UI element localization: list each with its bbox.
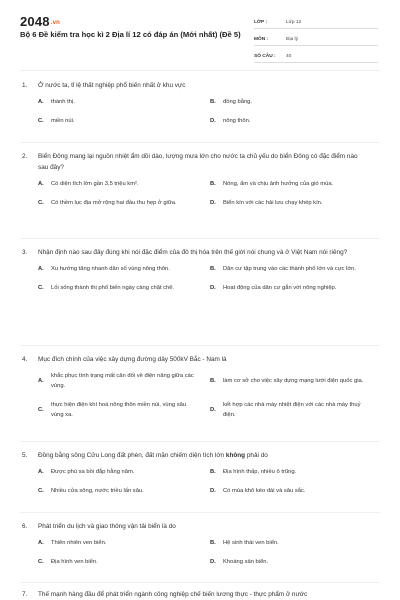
- option-a[interactable]: [38, 467, 210, 477]
- option-c[interactable]: [38, 486, 210, 496]
- option-c[interactable]: [38, 198, 210, 208]
- option-text: Nóng, ẩm và chịu ảnh hưởng của gió mùa.: [223, 181, 334, 187]
- meta-key: LỚP :: [254, 19, 268, 25]
- option-a[interactable]: [38, 179, 210, 189]
- question-number: 6.: [22, 523, 28, 530]
- option-text: Thiên nhiên ven biển.: [51, 540, 107, 546]
- option-text: Có mùa khô kéo dài và sâu sắc.: [223, 488, 306, 494]
- option-text: khắc phục tình trạng mất cân đối về điện năng giữa các vùng.: [51, 373, 194, 389]
- option-text: Hoạt động của dân cư gắn với nông nghiệp.: [223, 285, 337, 291]
- option-text: nông thôn.: [223, 118, 251, 124]
- question-stem: [22, 151, 382, 173]
- meta-value: 40: [286, 53, 292, 59]
- question-6: [22, 521, 382, 576]
- option-letter: D.: [210, 488, 216, 494]
- option-c[interactable]: [38, 116, 210, 126]
- option-a[interactable]: [38, 371, 210, 391]
- option-text: làm cơ sở cho việc xây dựng mạng lưới điện quốc gia.: [223, 378, 364, 384]
- option-text: Xu hướng tăng nhanh dân số vùng nông thôn.: [51, 266, 170, 272]
- option-letter: B.: [210, 469, 216, 475]
- option-letter: B.: [210, 540, 216, 546]
- option-letter: A.: [38, 181, 44, 187]
- question-text: Ở nước ta, tỉ lệ thất nghiệp phổ biến nhất ở khu vực: [38, 82, 186, 89]
- options: [22, 97, 382, 135]
- option-d[interactable]: [210, 557, 382, 567]
- question-number: 7.: [22, 591, 28, 598]
- option-text: Biển kín với các hải lưu chạy khép kín.: [223, 200, 323, 206]
- site-logo[interactable]: [20, 14, 60, 29]
- option-text: Có thềm lục địa mở rộng hai đầu thu hẹp ở giữa.: [51, 200, 177, 206]
- logo-text: 2048: [20, 14, 50, 29]
- page-title: Bộ 6 Đề kiểm tra học kì 2 Địa lí 12 có đáp án (Mới nhất) (Đề 5): [20, 30, 241, 39]
- question-separator: [20, 345, 380, 346]
- option-c[interactable]: [38, 283, 210, 293]
- option-letter: D.: [210, 285, 216, 291]
- logo-suffix: .vn: [50, 20, 61, 26]
- question-stem: [22, 247, 382, 258]
- question-number: 2.: [22, 153, 28, 160]
- question-stem: [22, 450, 382, 461]
- option-a[interactable]: [38, 264, 210, 274]
- exam-meta: [254, 16, 378, 67]
- question-separator: [20, 512, 380, 513]
- question-stem: [22, 80, 382, 91]
- options: [22, 371, 382, 429]
- question-text: Nhận định nào sau đây đúng khi nói đặc điểm của đô thị hóa trên thế giới nói chung và ở Việt Nam nói riêng?: [38, 249, 348, 256]
- question-text-start: Đồng bằng sông Cửu Long đất phèn, đất mặn chiếm diện tích lớn: [38, 452, 226, 459]
- question-text-emphasis: không: [225, 452, 246, 459]
- question-3: [22, 247, 382, 302]
- option-a[interactable]: [38, 97, 210, 107]
- question-number: 5.: [22, 452, 28, 459]
- question-text: [38, 450, 382, 461]
- meta-value: Lớp 12: [286, 19, 302, 25]
- question-1: [22, 80, 382, 135]
- question-number: 1.: [22, 82, 28, 89]
- meta-row-count: [254, 50, 378, 63]
- question-separator: [20, 238, 380, 239]
- option-text: đồng bằng.: [223, 99, 253, 105]
- question-text: Biển Đông mang lại nguồn nhiệt ẩm dồi dào, lượng mưa lớn cho nước ta chủ yếu do biển Đông có đặc điểm nào sau đây?: [38, 153, 358, 171]
- question-separator: [20, 582, 380, 583]
- option-text: Lối sống thành thị phổ biến ngày càng chặt chẽ.: [51, 285, 175, 291]
- option-text: thực hiện điện khí hoá nông thôn miền núi, vùng sâu vùng xa.: [51, 402, 187, 418]
- option-text: Dân cư tập trung vào các thành phố lớn và cực lớn.: [223, 266, 356, 272]
- option-letter: C.: [38, 200, 44, 206]
- question-text: Mục đích chính của việc xây dựng đường dây 500kV Bắc - Nam là: [38, 356, 227, 363]
- option-b[interactable]: [210, 467, 382, 477]
- option-letter: A.: [38, 540, 44, 546]
- option-letter: D.: [210, 559, 216, 565]
- option-letter: B.: [210, 99, 216, 105]
- question-stem: [22, 354, 382, 365]
- option-letter: D.: [210, 118, 216, 124]
- option-b[interactable]: [210, 371, 382, 391]
- option-text: thành thị.: [51, 99, 75, 105]
- question-separator: [20, 142, 380, 143]
- option-text: Địa hình ven biển.: [51, 559, 98, 565]
- option-d[interactable]: [210, 283, 382, 293]
- option-letter: A.: [38, 266, 44, 272]
- option-letter: A.: [38, 378, 44, 384]
- question-stem: [22, 521, 382, 532]
- meta-row-class: [254, 16, 378, 29]
- meta-row-subject: [254, 33, 378, 46]
- option-text: kết hợp các nhà máy nhiệt điện với các nhà máy thuỷ điện.: [223, 402, 361, 418]
- option-text: Nhiều cửa sông, nước triều lấn sâu.: [51, 488, 144, 494]
- question-text: Phát triển du lịch và giao thông vận tải biển là do: [38, 523, 176, 530]
- option-b[interactable]: [210, 264, 382, 274]
- question-stem: [22, 589, 382, 600]
- options: [22, 538, 382, 576]
- option-letter: B.: [210, 266, 216, 272]
- option-text: Khoáng sản biển.: [223, 559, 269, 565]
- option-text: miền núi.: [51, 118, 75, 124]
- meta-key: SỐ CÂU :: [254, 53, 276, 59]
- option-c[interactable]: [38, 557, 210, 567]
- option-b[interactable]: [210, 97, 382, 107]
- option-letter: C.: [38, 118, 44, 124]
- option-b[interactable]: [210, 179, 382, 189]
- options: [22, 179, 382, 217]
- option-letter: D.: [210, 407, 216, 413]
- question-2: [22, 151, 382, 217]
- option-letter: B.: [210, 181, 216, 187]
- option-d[interactable]: [210, 400, 382, 420]
- question-number: 4.: [22, 356, 28, 363]
- option-letter: C.: [38, 285, 44, 291]
- meta-value: Địa lý: [286, 36, 298, 42]
- question-4: [22, 354, 382, 429]
- question-5: [22, 450, 382, 505]
- question-number: 3.: [22, 249, 28, 256]
- document-header: [0, 0, 400, 66]
- option-b[interactable]: [210, 538, 382, 548]
- option-letter: B.: [210, 378, 216, 384]
- question-text: Thế mạnh hàng đầu để phát triển ngành công nghiệp chế biến lương thực - thực phẩm ở nước: [38, 591, 308, 598]
- option-text: Hệ sinh thái ven biển.: [223, 540, 279, 546]
- option-text: Có diện tích lớn gần 3,5 triệu km².: [51, 181, 139, 187]
- option-c[interactable]: [38, 400, 210, 420]
- option-a[interactable]: [38, 538, 210, 548]
- header-divider: [20, 70, 380, 71]
- question-text-end: phải do: [245, 452, 268, 459]
- option-d[interactable]: [210, 198, 382, 208]
- option-letter: C.: [38, 407, 44, 413]
- options: [22, 467, 382, 505]
- option-text: Địa hình thấp, nhiều ô trũng.: [223, 469, 297, 475]
- option-letter: A.: [38, 99, 44, 105]
- options: [22, 264, 382, 302]
- option-letter: D.: [210, 200, 216, 206]
- option-d[interactable]: [210, 116, 382, 126]
- question-7: [22, 589, 382, 600]
- option-letter: C.: [38, 488, 44, 494]
- option-letter: C.: [38, 559, 44, 565]
- meta-key: MÔN :: [254, 36, 269, 42]
- option-d[interactable]: [210, 486, 382, 496]
- question-separator: [20, 441, 380, 442]
- option-letter: A.: [38, 469, 44, 475]
- option-text: Được phù sa bồi đắp hằng năm.: [51, 469, 135, 475]
